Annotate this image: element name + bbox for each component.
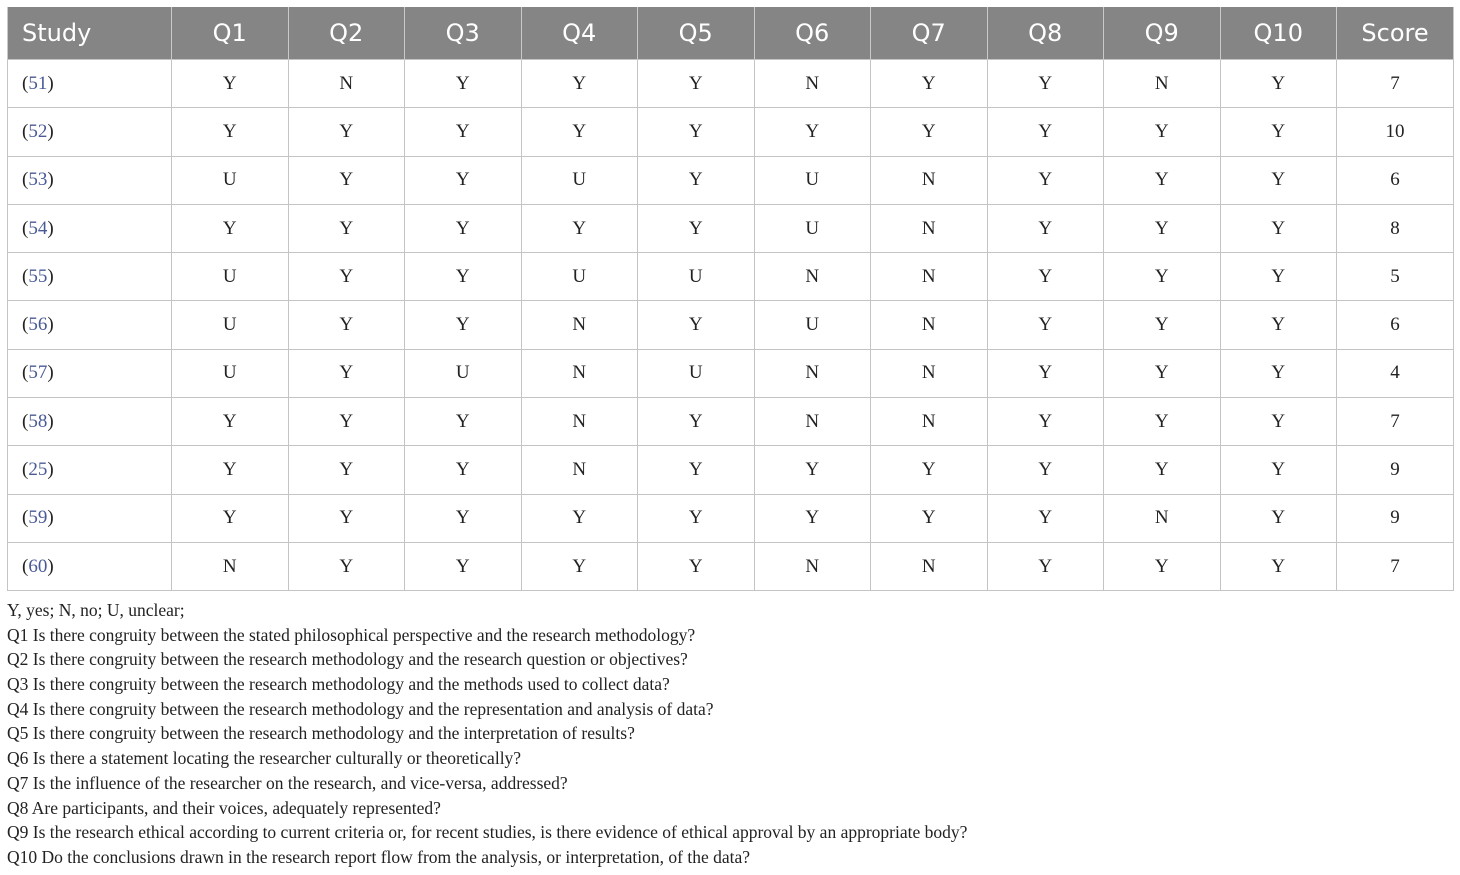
answer-cell-q1: U xyxy=(172,301,289,349)
answer-cell-q10: Y xyxy=(1220,398,1337,446)
table-row xyxy=(8,542,1454,590)
answer-cell-q8: Y xyxy=(987,494,1104,542)
answer-cell-q2: Y xyxy=(288,542,405,590)
answer-cell-q5: U xyxy=(638,253,755,301)
answer-cell-q8: Y xyxy=(987,204,1104,252)
study-cell: (25) xyxy=(8,446,172,494)
study-cell: (53) xyxy=(8,156,172,204)
answer-cell-q5: Y xyxy=(638,446,755,494)
score-cell: 5 xyxy=(1337,253,1454,301)
table-footnotes xyxy=(7,598,1453,870)
column-header-q7: Q7 xyxy=(871,7,988,60)
answer-cell-q3: Y xyxy=(405,253,522,301)
answer-cell-q5: U xyxy=(638,349,755,397)
quality-assessment-table xyxy=(7,7,1454,591)
answer-cell-q7: N xyxy=(871,301,988,349)
answer-cell-q2: Y xyxy=(288,398,405,446)
answer-cell-q9: Y xyxy=(1104,156,1221,204)
table-row xyxy=(8,253,1454,301)
answer-cell-q6: U xyxy=(754,156,871,204)
answer-cell-q3: Y xyxy=(405,446,522,494)
answer-cell-q4: Y xyxy=(521,494,638,542)
answer-cell-q3: Y xyxy=(405,301,522,349)
score-cell: 7 xyxy=(1337,542,1454,590)
score-cell: 4 xyxy=(1337,349,1454,397)
answer-cell-q10: Y xyxy=(1220,253,1337,301)
study-cell: (54) xyxy=(8,204,172,252)
answer-cell-q5: Y xyxy=(638,60,755,108)
study-cell: (57) xyxy=(8,349,172,397)
answer-cell-q7: N xyxy=(871,253,988,301)
answer-cell-q3: Y xyxy=(405,60,522,108)
answer-cell-q8: Y xyxy=(987,398,1104,446)
answer-cell-q7: Y xyxy=(871,60,988,108)
answer-cell-q4: N xyxy=(521,398,638,446)
answer-cell-q5: Y xyxy=(638,398,755,446)
study-reference-link[interactable]: 60 xyxy=(28,555,48,577)
answer-cell-q2: Y xyxy=(288,349,405,397)
score-cell: 8 xyxy=(1337,204,1454,252)
question-note: Q5 Is there congruity between the research methodology and the interpretation of results? xyxy=(7,723,635,744)
study-cell: (60) xyxy=(8,542,172,590)
answer-cell-q4: Y xyxy=(521,108,638,156)
question-note: Q8 Are participants, and their voices, adequately represented? xyxy=(7,797,441,818)
study-cell: (56) xyxy=(8,301,172,349)
answer-cell-q9: Y xyxy=(1104,349,1221,397)
answer-cell-q3: Y xyxy=(405,204,522,252)
study-reference-link[interactable]: 58 xyxy=(28,410,48,432)
answer-cell-q6: Y xyxy=(754,494,871,542)
column-header-q1: Q1 xyxy=(172,7,289,60)
answer-cell-q8: Y xyxy=(987,253,1104,301)
score-cell: 6 xyxy=(1337,301,1454,349)
study-cell: (58) xyxy=(8,398,172,446)
answer-cell-q10: Y xyxy=(1220,108,1337,156)
answer-cell-q4: N xyxy=(521,349,638,397)
table-row xyxy=(8,156,1454,204)
answer-cell-q2: Y xyxy=(288,204,405,252)
study-reference-link[interactable]: 51 xyxy=(28,72,48,94)
answer-cell-q10: Y xyxy=(1220,204,1337,252)
answer-cell-q6: U xyxy=(754,301,871,349)
answer-cell-q1: U xyxy=(172,156,289,204)
legend-note: Y, yes; N, no; U, unclear; xyxy=(7,600,185,620)
answer-cell-q2: Y xyxy=(288,156,405,204)
study-cell: (51) xyxy=(8,60,172,108)
study-reference-link[interactable]: 56 xyxy=(28,314,48,336)
answer-cell-q7: N xyxy=(871,204,988,252)
answer-cell-q1: Y xyxy=(172,446,289,494)
answer-cell-q6: N xyxy=(754,542,871,590)
answer-cell-q2: Y xyxy=(288,108,405,156)
answer-cell-q1: U xyxy=(172,253,289,301)
answer-cell-q2: N xyxy=(288,60,405,108)
question-note: Q2 Is there congruity between the research methodology and the research question or objectives? xyxy=(7,649,688,670)
answer-cell-q10: Y xyxy=(1220,60,1337,108)
answer-cell-q8: Y xyxy=(987,446,1104,494)
answer-cell-q5: Y xyxy=(638,494,755,542)
question-note: Q1 Is there congruity between the stated philosophical perspective and the research methodology? xyxy=(7,624,696,645)
study-cell: (55) xyxy=(8,253,172,301)
answer-cell-q10: Y xyxy=(1220,349,1337,397)
answer-cell-q7: N xyxy=(871,542,988,590)
answer-cell-q10: Y xyxy=(1220,446,1337,494)
answer-cell-q6: Y xyxy=(754,108,871,156)
answer-cell-q8: Y xyxy=(987,301,1104,349)
answer-cell-q4: Y xyxy=(521,542,638,590)
answer-cell-q3: Y xyxy=(405,494,522,542)
answer-cell-q9: Y xyxy=(1104,253,1221,301)
answer-cell-q7: Y xyxy=(871,494,988,542)
table-row xyxy=(8,494,1454,542)
answer-cell-q3: Y xyxy=(405,108,522,156)
answer-cell-q5: Y xyxy=(638,301,755,349)
column-header-q10: Q10 xyxy=(1220,7,1337,60)
score-cell: 7 xyxy=(1337,398,1454,446)
answer-cell-q7: N xyxy=(871,349,988,397)
table-row xyxy=(8,204,1454,252)
study-reference-link[interactable]: 54 xyxy=(28,217,48,239)
answer-cell-q9: Y xyxy=(1104,301,1221,349)
answer-cell-q9: N xyxy=(1104,60,1221,108)
answer-cell-q9: Y xyxy=(1104,108,1221,156)
answer-cell-q7: N xyxy=(871,156,988,204)
table-row xyxy=(8,446,1454,494)
answer-cell-q8: Y xyxy=(987,349,1104,397)
answer-cell-q4: U xyxy=(521,156,638,204)
study-cell: (59) xyxy=(8,494,172,542)
score-cell: 9 xyxy=(1337,494,1454,542)
answer-cell-q10: Y xyxy=(1220,542,1337,590)
column-header-q5: Q5 xyxy=(638,7,755,60)
answer-cell-q2: Y xyxy=(288,301,405,349)
answer-cell-q6: U xyxy=(754,204,871,252)
answer-cell-q8: Y xyxy=(987,108,1104,156)
column-header-q8: Q8 xyxy=(987,7,1104,60)
answer-cell-q4: N xyxy=(521,446,638,494)
table-row xyxy=(8,349,1454,397)
table-body xyxy=(8,60,1454,591)
question-note: Q10 Do the conclusions drawn in the research report flow from the analysis, or interpretation, of the data? xyxy=(7,846,751,867)
table-row xyxy=(8,301,1454,349)
answer-cell-q5: Y xyxy=(638,204,755,252)
answer-cell-q1: Y xyxy=(172,108,289,156)
answer-cell-q6: N xyxy=(754,398,871,446)
answer-cell-q8: Y xyxy=(987,60,1104,108)
column-header-score: Score xyxy=(1337,7,1454,60)
column-header-q9: Q9 xyxy=(1104,7,1221,60)
answer-cell-q7: Y xyxy=(871,446,988,494)
answer-cell-q2: Y xyxy=(288,446,405,494)
answer-cell-q9: Y xyxy=(1104,446,1221,494)
question-note: Q6 Is there a statement locating the researcher culturally or theoretically? xyxy=(7,748,522,769)
column-header-q2: Q2 xyxy=(288,7,405,60)
study-cell: (52) xyxy=(8,108,172,156)
study-reference-link[interactable]: 52 xyxy=(28,120,48,142)
study-reference-link[interactable]: 57 xyxy=(28,362,48,384)
column-header-q3: Q3 xyxy=(405,7,522,60)
answer-cell-q7: N xyxy=(871,398,988,446)
study-reference-link[interactable]: 25 xyxy=(28,459,48,481)
answer-cell-q3: Y xyxy=(405,398,522,446)
score-cell: 10 xyxy=(1337,108,1454,156)
answer-cell-q1: Y xyxy=(172,398,289,446)
answer-cell-q5: Y xyxy=(638,108,755,156)
answer-cell-q1: U xyxy=(172,349,289,397)
table-row xyxy=(8,108,1454,156)
answer-cell-q10: Y xyxy=(1220,494,1337,542)
answer-cell-q4: Y xyxy=(521,60,638,108)
answer-cell-q5: Y xyxy=(638,156,755,204)
answer-cell-q1: Y xyxy=(172,60,289,108)
answer-cell-q6: N xyxy=(754,349,871,397)
score-cell: 9 xyxy=(1337,446,1454,494)
answer-cell-q10: Y xyxy=(1220,301,1337,349)
question-note: Q7 Is the influence of the researcher on the research, and vice-versa, addressed? xyxy=(7,772,568,793)
answer-cell-q4: N xyxy=(521,301,638,349)
study-reference-link[interactable]: 55 xyxy=(28,265,48,287)
answer-cell-q2: Y xyxy=(288,494,405,542)
answer-cell-q9: Y xyxy=(1104,542,1221,590)
answer-cell-q2: Y xyxy=(288,253,405,301)
score-cell: 7 xyxy=(1337,60,1454,108)
study-reference-link[interactable]: 53 xyxy=(28,169,48,191)
answer-cell-q1: Y xyxy=(172,204,289,252)
study-reference-link[interactable]: 59 xyxy=(28,507,48,529)
answer-cell-q4: Y xyxy=(521,204,638,252)
answer-cell-q4: U xyxy=(521,253,638,301)
score-cell: 6 xyxy=(1337,156,1454,204)
column-header-q4: Q4 xyxy=(521,7,638,60)
column-header-q6: Q6 xyxy=(754,7,871,60)
answer-cell-q1: N xyxy=(172,542,289,590)
answer-cell-q5: Y xyxy=(638,542,755,590)
answer-cell-q9: Y xyxy=(1104,204,1221,252)
answer-cell-q6: N xyxy=(754,60,871,108)
answer-cell-q3: Y xyxy=(405,542,522,590)
answer-cell-q3: U xyxy=(405,349,522,397)
column-header-study: Study xyxy=(8,7,172,60)
question-note: Q9 Is the research ethical according to current criteria or, for recent studies, is there evidence of ethical approval by an appropriate body? xyxy=(7,822,968,843)
question-note: Q3 Is there congruity between the research methodology and the methods used to collect data? xyxy=(7,674,670,695)
question-note: Q4 Is there congruity between the research methodology and the representation and analysis of data? xyxy=(7,698,714,719)
answer-cell-q10: Y xyxy=(1220,156,1337,204)
header-row xyxy=(8,7,1454,60)
answer-cell-q9: Y xyxy=(1104,398,1221,446)
answer-cell-q9: N xyxy=(1104,494,1221,542)
answer-cell-q1: Y xyxy=(172,494,289,542)
answer-cell-q8: Y xyxy=(987,542,1104,590)
table-row xyxy=(8,398,1454,446)
answer-cell-q7: Y xyxy=(871,108,988,156)
answer-cell-q6: Y xyxy=(754,446,871,494)
answer-cell-q3: Y xyxy=(405,156,522,204)
answer-cell-q6: N xyxy=(754,253,871,301)
table-row xyxy=(8,60,1454,108)
answer-cell-q8: Y xyxy=(987,156,1104,204)
